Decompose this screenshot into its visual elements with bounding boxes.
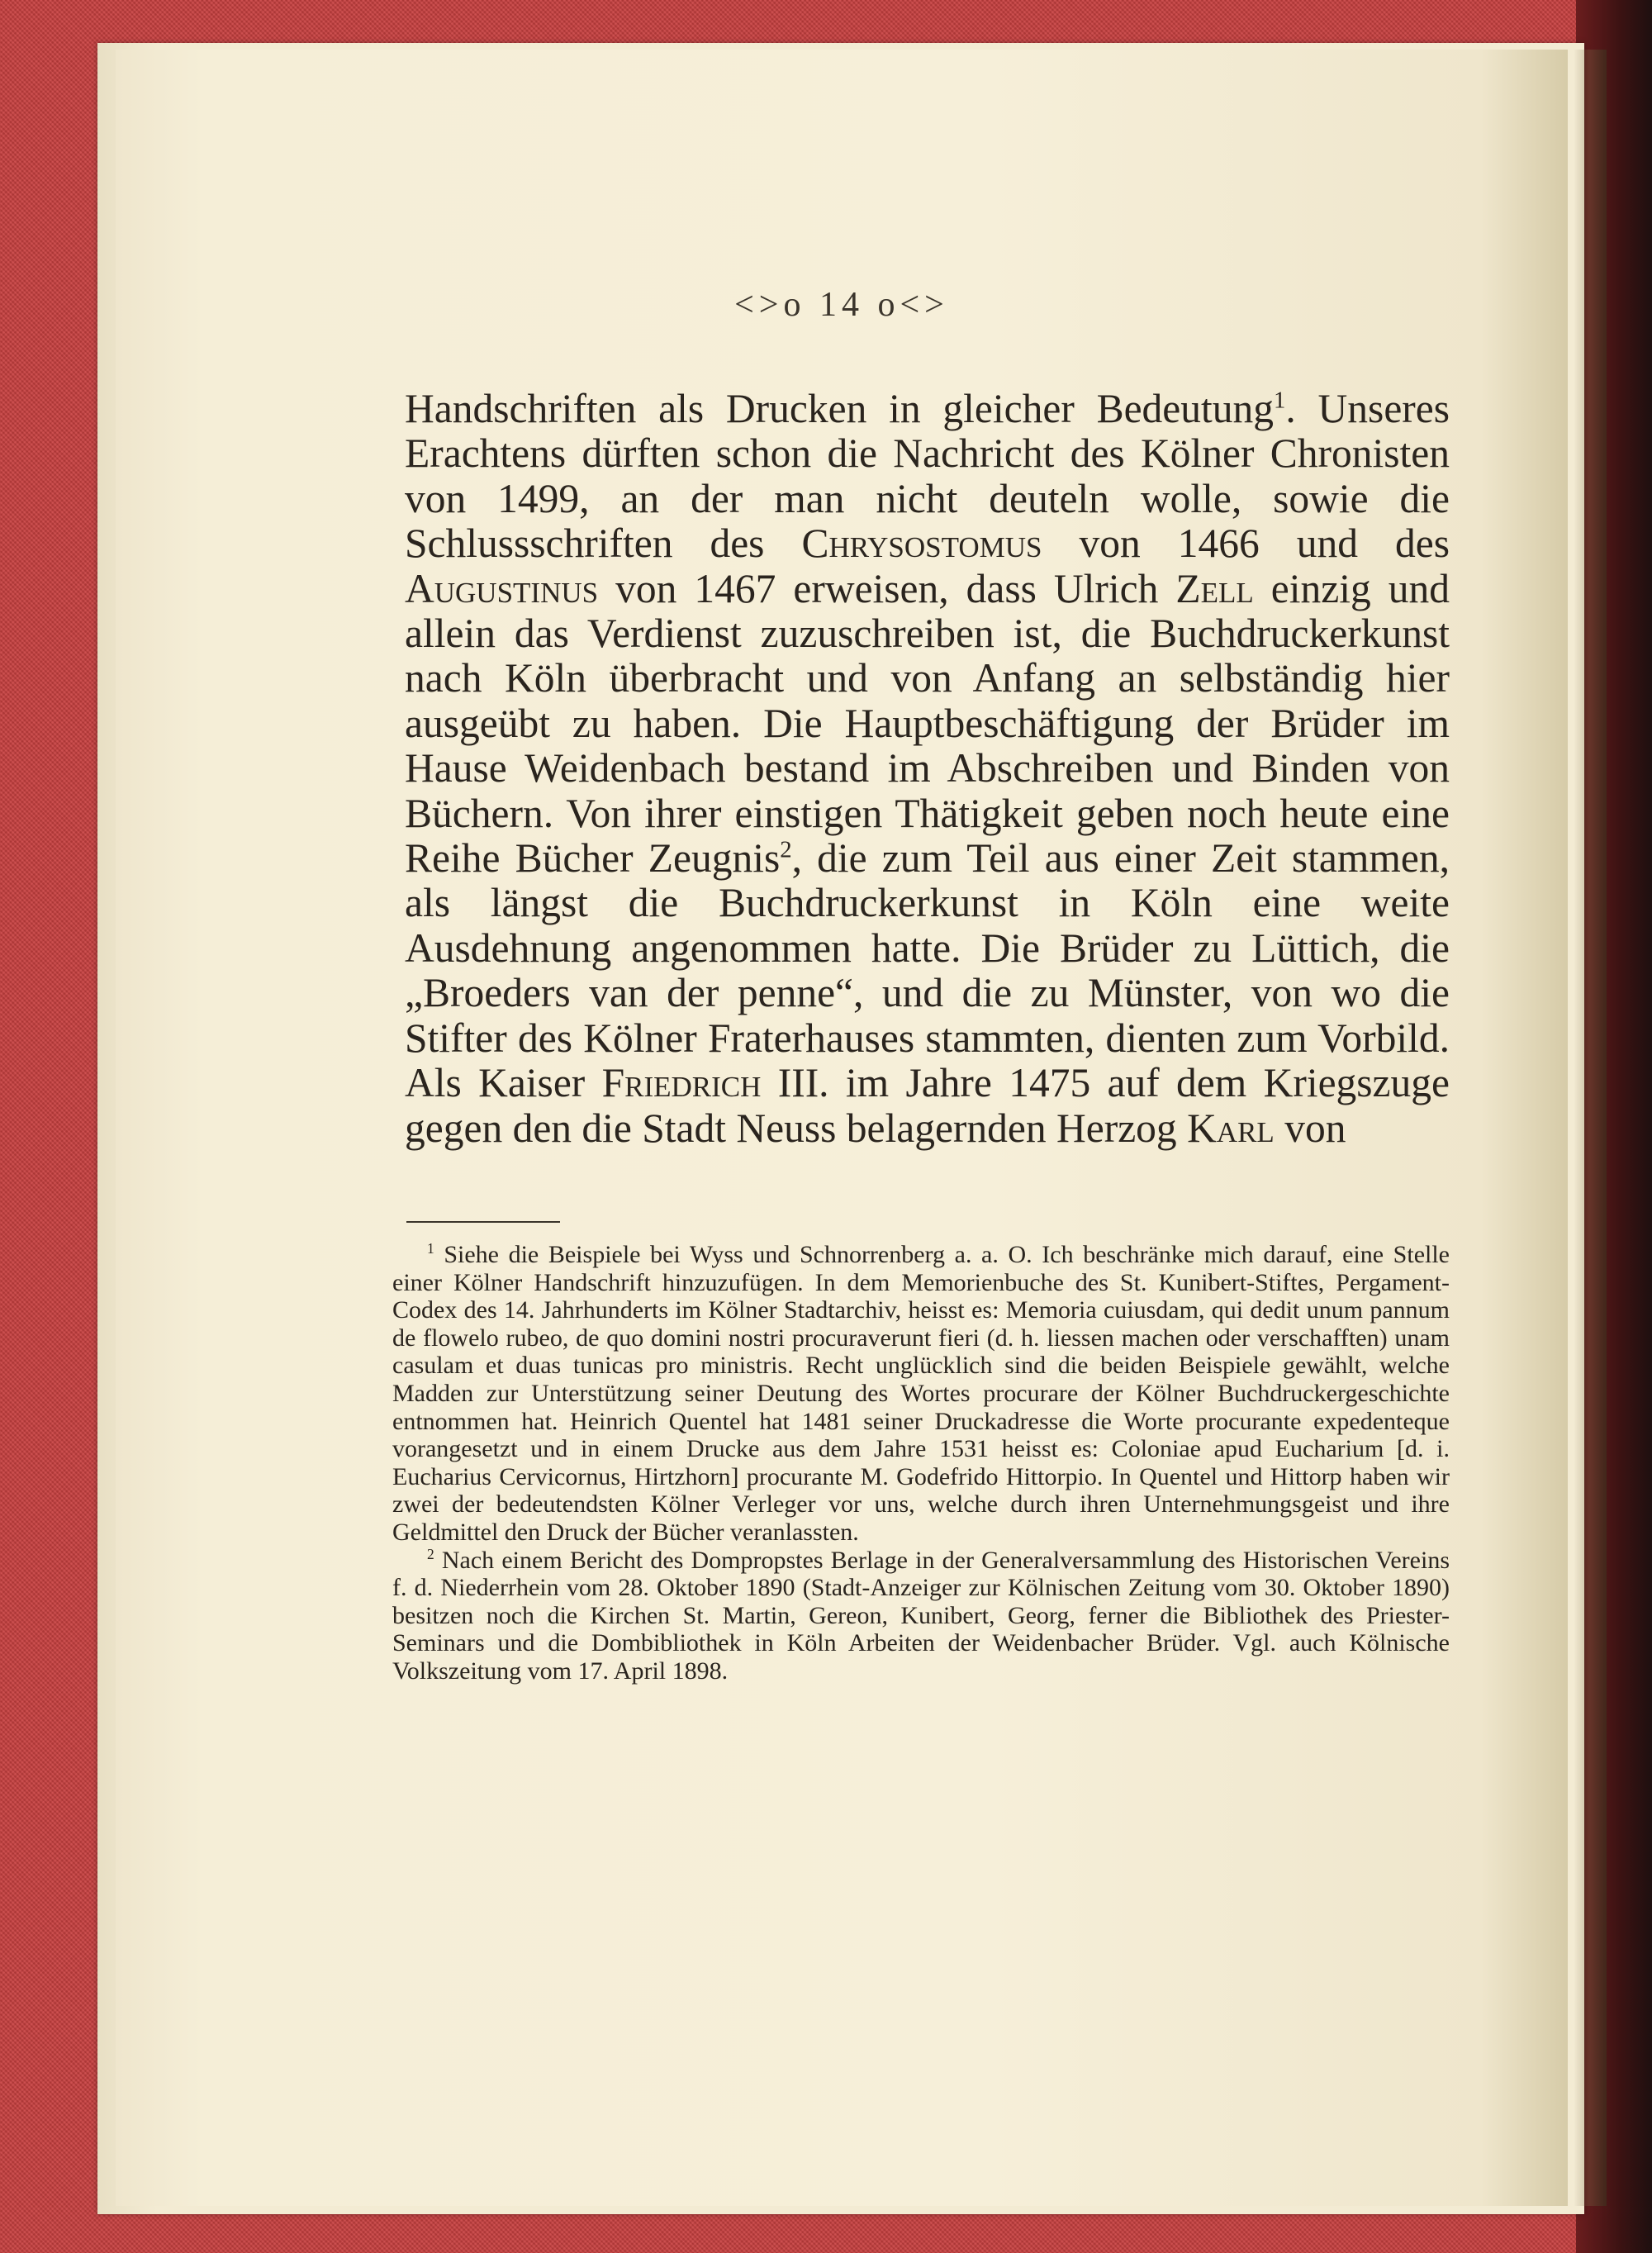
footnote-1 — [392, 1241, 1450, 1547]
ornament-right: o<> — [877, 286, 949, 324]
text-run: III. im Jahre 1475 auf dem Kriegszuge gegen den die Stadt Neuss belagernden Herzog — [405, 1060, 1450, 1151]
main-text — [405, 387, 1450, 1151]
page-number: 14 — [819, 286, 864, 324]
page-header — [116, 285, 1568, 325]
name-chrysostomus: Chrysostomus — [801, 520, 1042, 567]
footnote-mark-1: 1 — [427, 1240, 434, 1257]
binding-gutter — [1574, 50, 1607, 2206]
footnote-reference-2: 2 — [780, 836, 792, 863]
book-page — [116, 50, 1568, 2206]
footnote-separator — [406, 1221, 560, 1223]
ornament-left: <>o — [734, 286, 806, 324]
footnote-mark-2: 2 — [427, 1545, 434, 1562]
text-run: von — [1274, 1105, 1346, 1151]
name-zell: Zell — [1175, 565, 1254, 611]
text-run: . Unseres Erachtens dürften schon die Nachricht des Kölner Chronisten von 1499, an der man nicht deuteln wolle, sowie die Schlussschriften des — [405, 386, 1450, 567]
footnote-reference-1: 1 — [1274, 387, 1286, 414]
name-karl: Karl — [1187, 1105, 1275, 1151]
text-run: von 1466 und des — [1042, 520, 1450, 567]
text-run: Handschriften als Drucken in gleicher Bedeutung — [405, 386, 1275, 431]
text-run: , die zum Teil aus einer Zeit stammen, als längst die Buchdruckerkunst in Köln eine weite Ausdehnung angenommen hatte. Die Brüder zu Lüttich, die „Broeders van der penne“, und die zu Münster, von wo die Stifter des Kölner Fraterhauses stammten, dienten zum Vorbild. Als Kaiser — [405, 835, 1450, 1106]
name-augustinus: Augustinus — [405, 565, 599, 611]
text-run: von 1467 erweisen, dass Ulrich — [598, 565, 1176, 611]
footnote-1-text: Siehe die Beispiele bei Wyss und Schnorrenberg a. a. O. Ich beschränke mich darauf, eine Stelle einer Kölner Handschrift hinzuzufügen. In dem Memorienbuche des St. Kunibert-Stiftes, Pergament-Codex des 14. Jahrhunderts im Kölner Stadtarchiv, heisst es: Memoria cuiusdam, qui dedit unum pannum de flowelo rubeo, de quo domini nostri procuraverunt fieri (d. h. liessen machen oder verschafften) unam casulam et duas tunicas pro ministris. Recht unglücklich sind die beiden Beispiele gewählt, welche Madden zur Unterstützung seiner Deutung des Wortes procurare der Kölner Buchdruckergeschichte entnommen hat. Heinrich Quentel hat 1481 seiner Druckadresse die Worte procurante expedenteque vorangesetzt und in einem Drucke aus dem Jahre 1531 heisst es: Coloniae apud Eucharium [d. i. Eucharius Cervicornus, Hirtzhorn] procurante M. Godefrido Hittorpio. In Quentel und Hittorp haben wir zwei der bedeutendsten Kölner Verleger vor uns, welche durch ihren Unternehmungsgeist und ihre Geldmittel den Druck der Bücher veranlassten. — [392, 1241, 1450, 1546]
text-run: einzig und allein das Verdienst zuzuschreiben ist, die Buchdruckerkunst nach Köln überbracht und von Anfang an selbständig hier ausgeübt zu haben. Die Hauptbeschäftigung der Brüder im Hause Weidenbach bestand im Abschreiben und Binden von Büchern. Von ihrer einstigen Thätigkeit geben noch heute eine Reihe Bücher Zeugnis — [405, 565, 1450, 882]
name-friedrich: Friedrich — [601, 1060, 762, 1106]
footnote-2 — [392, 1547, 1450, 1685]
footnote-2-text: Nach einem Bericht des Dompropstes Berlage in der Generalversammlung des Historischen Vereins f. d. Niederrhein vom 28. Oktober 1890 (Stadt-Anzeiger zur Kölnischen Zeitung vom 30. Oktober 1890) besitzen noch die Kirchen St. Martin, Gereon, Kunibert, Georg, ferner die Bibliothek des Priester-Seminars und die Dombibliothek in Köln Arbeiten der Weidenbacher Brüder. Vgl. auch Kölnische Volkszeitung vom 17. April 1898. — [392, 1546, 1450, 1685]
footnotes — [392, 1241, 1450, 1685]
